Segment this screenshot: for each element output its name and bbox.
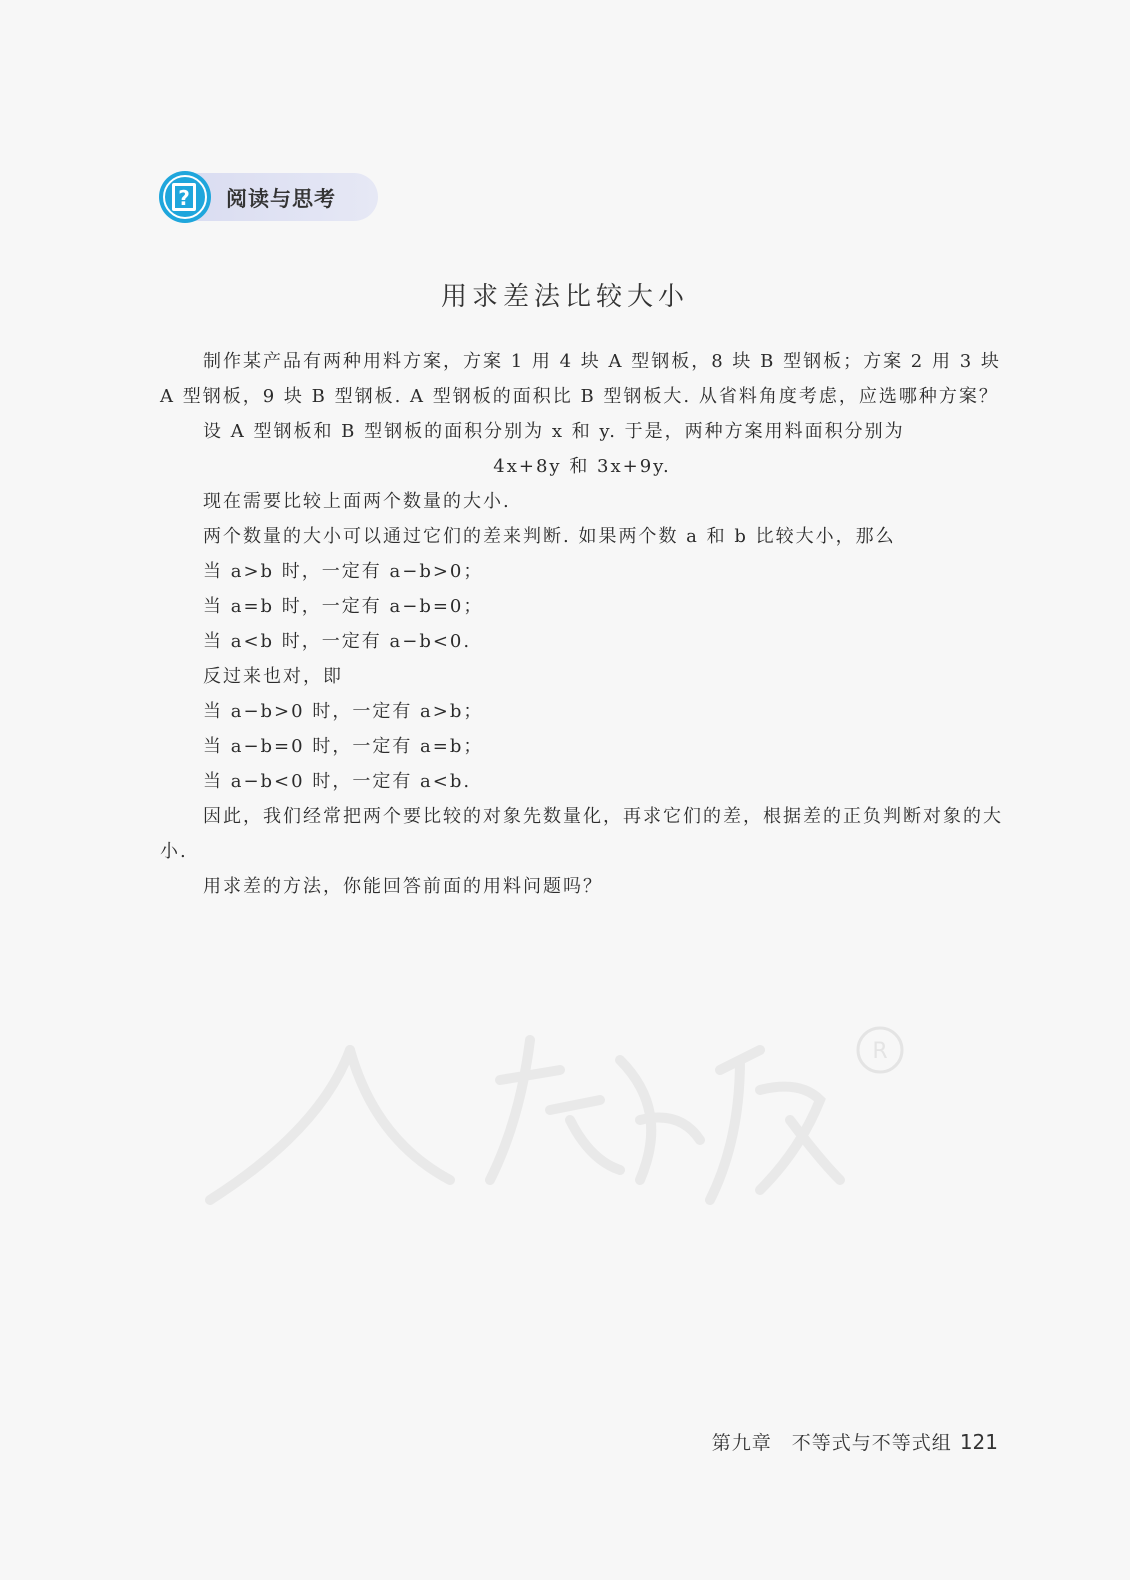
paragraph: 当 a>b 时，一定有 a−b>0； [203,561,484,582]
paragraph: 当 a<b 时，一定有 a−b<0. [203,631,472,652]
paragraph: 当 a−b>0 时，一定有 a>b； [203,701,484,722]
section-badge [158,170,380,226]
svg-text:R: R [872,1039,888,1064]
paragraph: 两个数量的大小可以通过它们的差来判断. 如果两个数 a 和 b 比较大小，那么 [203,526,896,547]
page-title: 用求差法比较大小 [440,282,689,312]
page-footer [712,1428,998,1455]
paragraph: 当 a=b 时，一定有 a−b=0； [203,596,484,617]
paragraph: 用求差的方法，你能回答前面的用料问题吗？ [203,876,603,897]
question-book-icon [158,170,212,224]
paragraph: 因此，我们经常把两个要比较的对象先数量化，再求它们的差，根据差的正负判断对象的大小. [160,806,1003,862]
formula: 4x+8y 和 3x+9y. [493,456,671,477]
paragraph: 设 A 型钢板和 B 型钢板的面积分别为 x 和 y. 于是，两种方案用料面积分别为 [203,421,905,442]
section-label: 阅读与思考 [226,187,336,211]
paragraph: 当 a−b=0 时，一定有 a=b； [203,736,484,757]
chapter-title: 第九章 不等式与不等式组 [711,1432,952,1454]
paragraph: 现在需要比较上面两个数量的大小. [203,491,511,512]
svg-text:?: ? [178,186,190,210]
publisher-watermark [200,1010,920,1230]
body-text [160,344,1004,904]
paragraph: 制作某产品有两种用料方案，方案 1 用 4 块 A 型钢板，8 块 B 型钢板；方案 2 用 3 块 A 型钢板，9 块 B 型钢板. A 型钢板的面积比 B 型钢板大. 从省料角度考虑，应选哪种方案？ [160,351,1001,407]
page-number: 121 [959,1430,998,1454]
paragraph: 当 a−b<0 时，一定有 a<b. [203,771,472,792]
paragraph: 反过来也对，即 [203,666,343,687]
